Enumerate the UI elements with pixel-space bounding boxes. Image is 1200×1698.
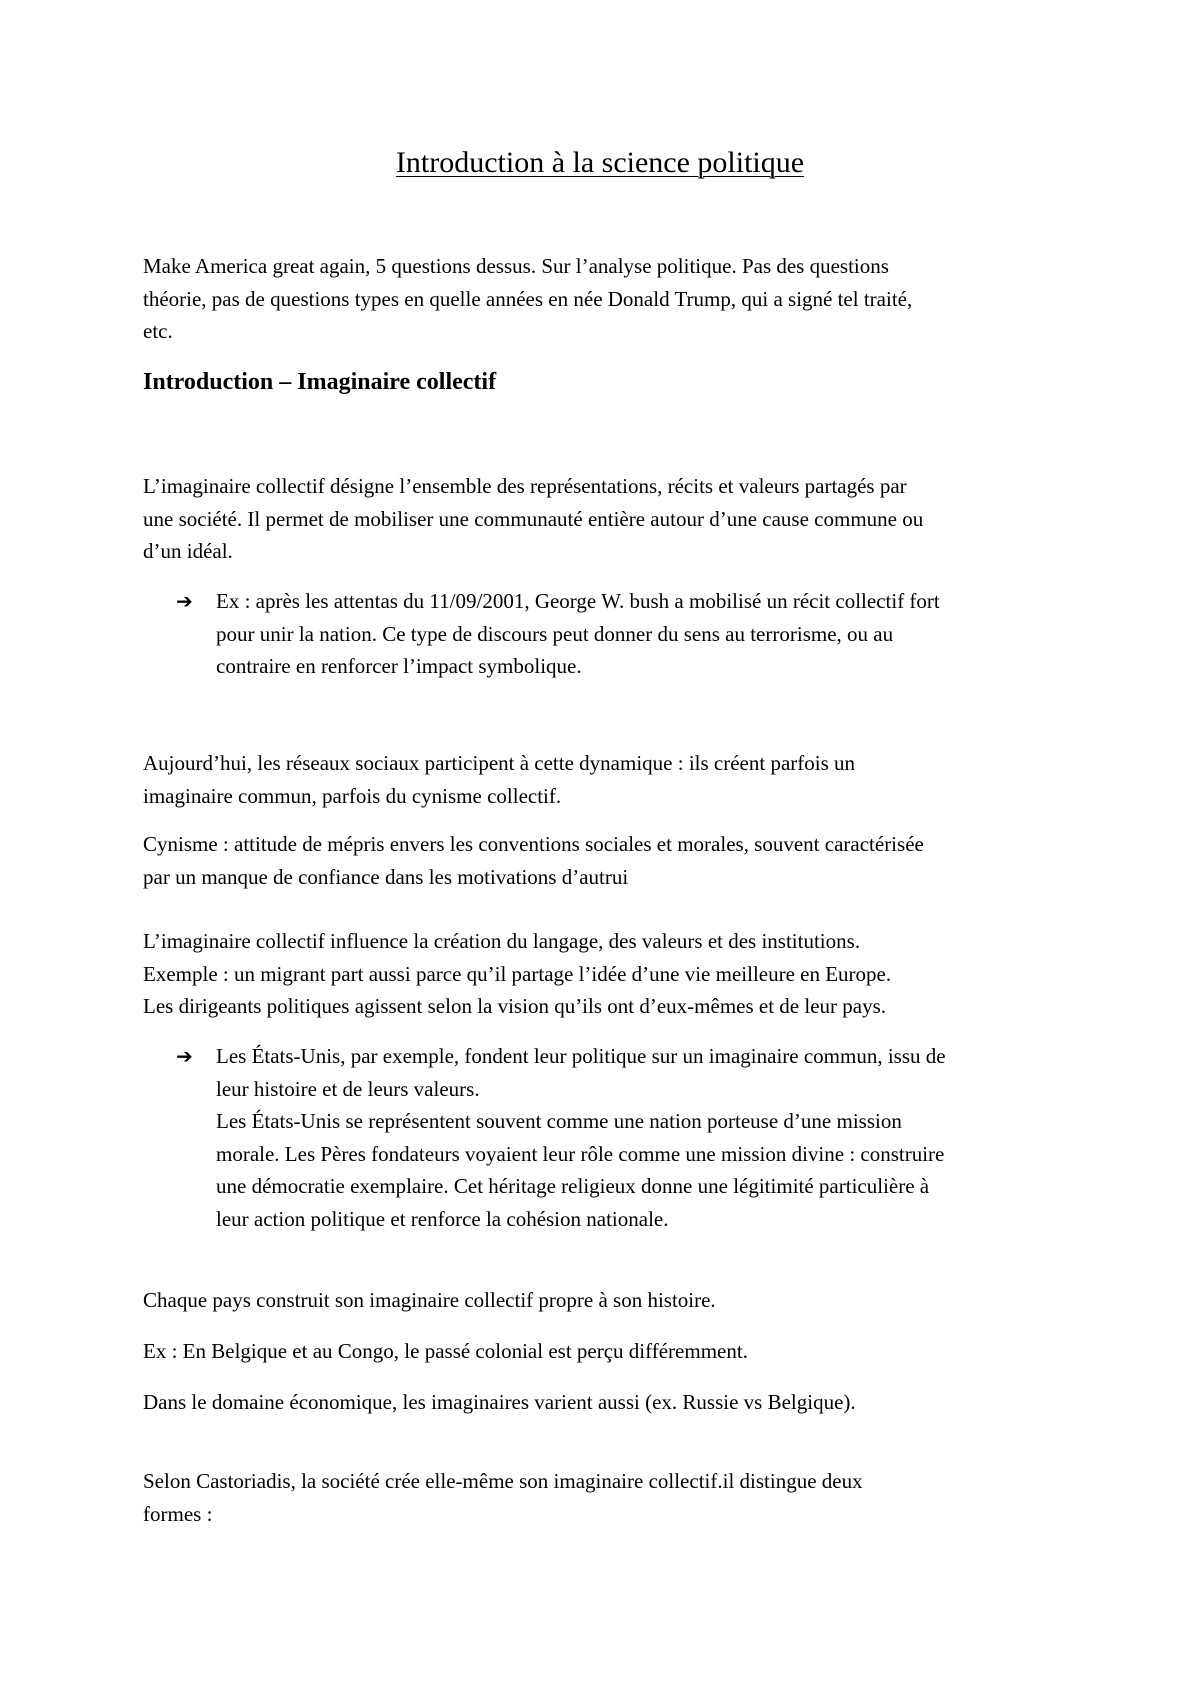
intro-paragraph xyxy=(143,250,1073,348)
social-line-2: imaginaire commun, parfois du cynisme collectif. xyxy=(143,783,562,808)
economique-paragraph: Dans le domaine économique, les imaginaires varient aussi (ex. Russie vs Belgique). xyxy=(143,1390,856,1414)
influence-paragraph xyxy=(143,925,1073,1023)
belgique-paragraph: Ex : En Belgique et au Congo, le passé colonial est perçu différemment. xyxy=(143,1339,748,1363)
social-line-1: Aujourd’hui, les réseaux sociaux participent à cette dynamique : ils créent parfois un xyxy=(143,751,856,775)
cynisme-line-2: par un manque de confiance dans les motivations d’autrui xyxy=(143,864,629,889)
influence-line-3: Les dirigeants politiques agissent selon la vision qu’ils ont d’eux-mêmes et de leur pays. xyxy=(143,994,887,1018)
influence-line-1: L’imaginaire collectif influence la création du langage, des valeurs et des institutions. xyxy=(143,929,861,953)
social-networks-paragraph xyxy=(143,747,1073,812)
castoriadis-line-1: Selon Castoriadis, la société crée elle-même son imaginaire collectif.il distingue deux xyxy=(143,1469,863,1493)
right-arrow-icon: ➔ xyxy=(176,1044,193,1068)
bullet-united-states xyxy=(176,1040,1076,1235)
cynisme-line-1: Cynisme : attitude de mépris envers les conventions sociales et morales, souvent caractérisée xyxy=(143,832,924,856)
bullet2-line-2: leur histoire et de leurs valeurs. xyxy=(216,1076,480,1101)
chaque-pays-paragraph: Chaque pays construit son imaginaire collectif propre à son histoire. xyxy=(143,1288,716,1312)
bullet1-line-2: pour unir la nation. Ce type de discours peut donner du sens au terrorisme, ou au xyxy=(216,621,894,646)
document-title: Introduction à la science politique xyxy=(395,146,805,179)
definition-line-2: une société. Il permet de mobiliser une communauté entière autour d’une cause commune ou xyxy=(143,506,924,531)
right-arrow-icon: ➔ xyxy=(176,589,193,613)
bullet-september-11 xyxy=(176,585,1076,683)
bullet2-line-4: morale. Les Pères fondateurs voyaient leur rôle comme une mission divine : construire xyxy=(216,1141,945,1166)
cynisme-definition xyxy=(143,828,1073,893)
bullet1-line-3: contraire en renforcer l’impact symbolique. xyxy=(216,654,582,678)
definition-line-3: d’un idéal. xyxy=(143,539,233,563)
definition-line-1: L’imaginaire collectif désigne l’ensemble des représentations, récits et valeurs partagés par xyxy=(143,474,907,498)
influence-line-2: Exemple : un migrant part aussi parce qu’il partage l’idée d’une vie meilleure en Europe. xyxy=(143,961,892,986)
bullet2-line-6: leur action politique et renforce la cohésion nationale. xyxy=(216,1206,669,1231)
castoriadis-paragraph xyxy=(143,1465,1073,1530)
castoriadis-line-2: formes : xyxy=(143,1501,213,1526)
bullet1-line-1: Ex : après les attentas du 11/09/2001, George W. bush a mobilisé un récit collectif fort xyxy=(216,589,940,613)
definition-paragraph xyxy=(143,470,1073,568)
bullet2-line-3: Les États-Unis se représentent souvent comme une nation porteuse d’une mission xyxy=(216,1109,902,1133)
intro-line-2: théorie, pas de questions types en quelle années en née Donald Trump, qui a signé tel traité, xyxy=(143,286,913,311)
intro-line-3: etc. xyxy=(143,319,173,343)
bullet2-line-5: une démocratie exemplaire. Cet héritage religieux donne une légitimité particulière à xyxy=(216,1174,930,1198)
section-heading: Introduction – Imaginaire collectif xyxy=(143,369,497,395)
intro-line-1: Make America great again, 5 questions dessus. Sur l’analyse politique. Pas des questions xyxy=(143,254,889,278)
bullet2-line-1: Les États-Unis, par exemple, fondent leur politique sur un imaginaire commun, issu de xyxy=(216,1044,946,1068)
